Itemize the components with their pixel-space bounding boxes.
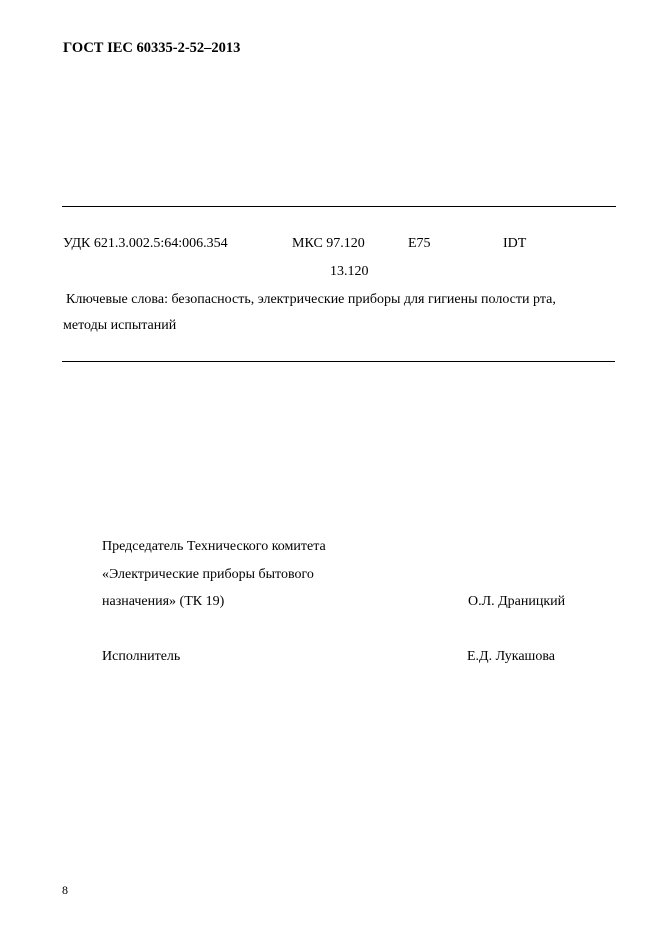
okp-code: Е75: [408, 236, 431, 251]
chairman-title-line-1: Председатель Технического комитета: [102, 539, 326, 554]
top-divider: [62, 206, 616, 207]
executor-name: Е.Д. Лукашова: [467, 649, 555, 664]
document-header-title: ГОСТ IEC 60335-2-52–2013: [63, 40, 241, 56]
page-number: 8: [62, 883, 68, 897]
udk-code: УДК 621.3.002.5:64:006.354: [63, 236, 228, 251]
mks-code-primary: МКС 97.120: [292, 236, 365, 251]
chairman-name: О.Л. Драницкий: [468, 594, 566, 609]
degree-of-correspondence: IDT: [503, 236, 527, 251]
keywords-line-2: методы испытаний: [63, 318, 177, 333]
bottom-divider: [62, 361, 615, 362]
keywords-line-1: Ключевые слова: безопасность, электрические приборы для гигиены полости рта,: [66, 292, 556, 307]
executor-label: Исполнитель: [102, 649, 181, 664]
mks-code-secondary: 13.120: [330, 264, 369, 279]
chairman-title-line-2: «Электрические приборы бытового: [102, 567, 314, 582]
chairman-title-line-3: назначения» (ТК 19): [102, 594, 225, 609]
